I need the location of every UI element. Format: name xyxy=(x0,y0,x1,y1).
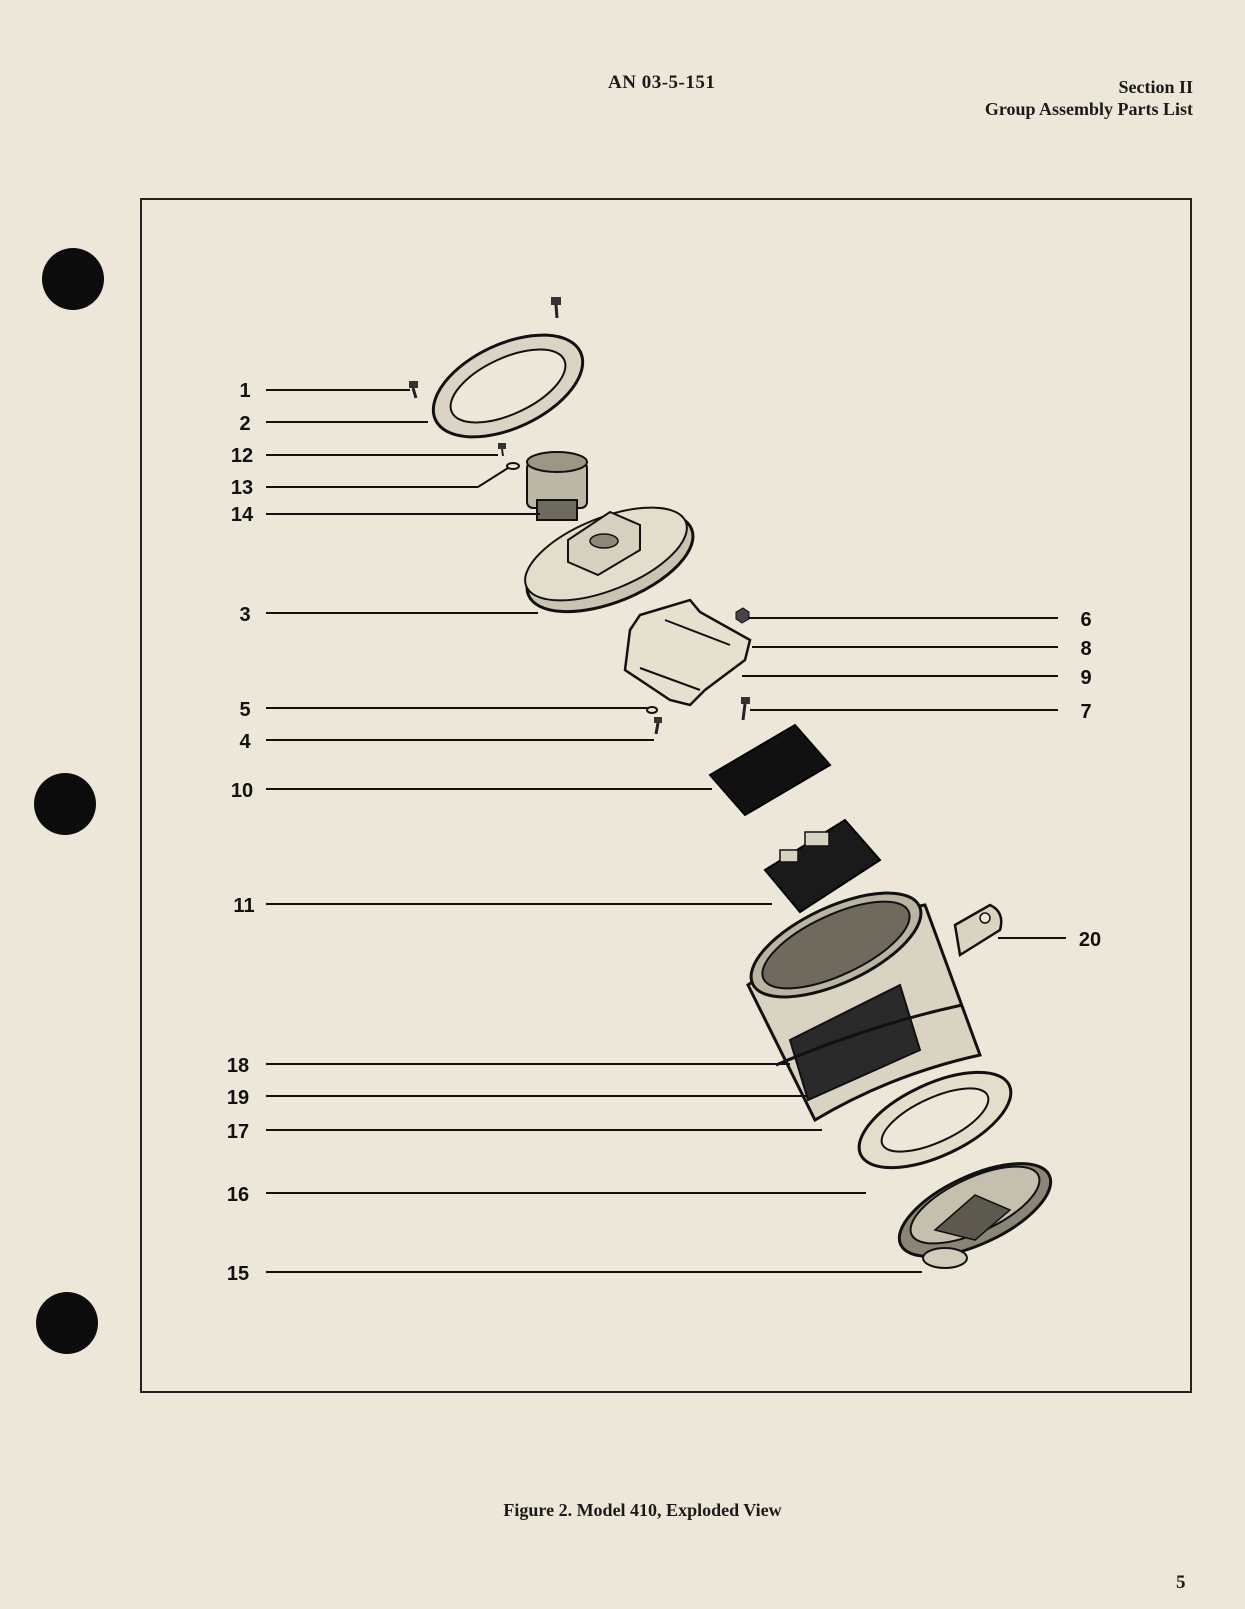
page-number: 5 xyxy=(1176,1572,1186,1593)
section-label: Section II xyxy=(1118,77,1193,97)
part-screw-7 xyxy=(741,697,750,720)
callout-12: 12 xyxy=(230,445,254,467)
section-title: Group Assembly Parts List xyxy=(984,99,1193,119)
callout-8: 8 xyxy=(1080,638,1092,660)
callout-10: 10 xyxy=(230,780,254,802)
callout-2: 2 xyxy=(239,413,251,435)
callout-17: 17 xyxy=(226,1121,250,1143)
part-screw-top xyxy=(551,297,561,318)
part-nut-6 xyxy=(736,608,749,623)
callout-6: 6 xyxy=(1080,609,1092,631)
figure-caption: Figure 2. Model 410, Exploded View xyxy=(503,1500,782,1520)
document-number: AN 03-5-151 xyxy=(608,72,716,93)
callout-15: 15 xyxy=(226,1263,250,1285)
callout-5: 5 xyxy=(239,699,251,721)
part-bracket xyxy=(625,600,750,705)
part-retaining-ring xyxy=(418,314,599,458)
callout-16: 16 xyxy=(226,1184,250,1206)
part-washer-13 xyxy=(507,463,519,469)
callout-13: 13 xyxy=(230,477,254,499)
part-connector xyxy=(527,452,587,520)
callout-9: 9 xyxy=(1080,667,1092,689)
callout-11: 11 xyxy=(233,895,255,917)
callout-14: 14 xyxy=(230,504,254,526)
callout-18: 18 xyxy=(226,1055,250,1077)
callout-20: 20 xyxy=(1078,929,1102,951)
callout-7: 7 xyxy=(1080,701,1092,723)
callout-1: 1 xyxy=(239,380,251,402)
callout-19: 19 xyxy=(226,1087,250,1109)
part-small-screw-12 xyxy=(498,443,506,456)
part-washer-5 xyxy=(647,707,657,713)
callout-3: 3 xyxy=(239,604,251,626)
part-block-10 xyxy=(710,725,830,815)
part-screw-1 xyxy=(409,381,418,398)
callout-4: 4 xyxy=(239,731,251,753)
part-screw-4 xyxy=(654,717,662,734)
